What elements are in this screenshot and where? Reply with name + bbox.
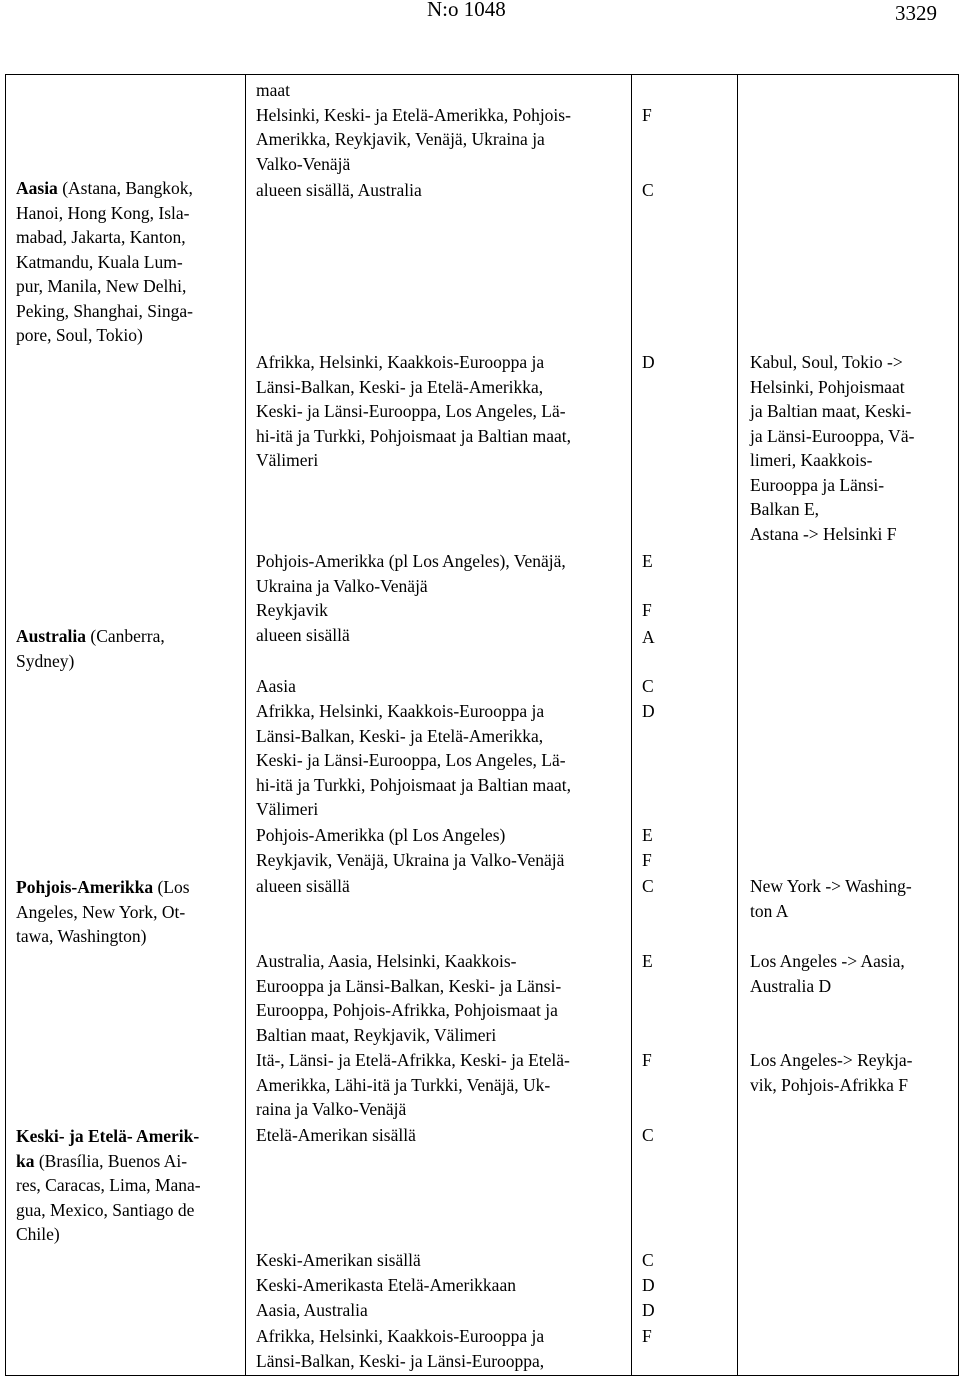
class-cell: F	[642, 105, 652, 125]
class-cell: E	[642, 951, 653, 971]
region-cell	[16, 1124, 236, 1247]
page-number: 3329	[895, 1, 937, 25]
destination-cell: Australia, Aasia, Helsinki, Kaakkois- Eurooppa ja Länsi-Balkan, Keski- ja Länsi- Eurooppa, Pohjois-Afrikka, Pohjoismaat ja Baltian maat, Reykjavik, Välimeri	[256, 951, 562, 1045]
region-cities: (Los Angeles, New York, Ot- tawa, Washington)	[16, 877, 190, 946]
class-cell: D	[642, 701, 655, 721]
destination-cell: Afrikka, Helsinki, Kaakkois-Eurooppa ja Länsi-Balkan, Keski- ja Etelä-Amerikka, Keski- ja Länsi-Eurooppa, Los Angeles, Lä- hi-itä ja Turkki, Pohjoismaat ja Baltian maat, Välimeri	[256, 701, 571, 819]
destination-cell: maat Helsinki, Keski- ja Etelä-Amerikka, Pohjois- Amerikka, Reykjavik, Venäjä, Ukraina ja Valko-Venäjä	[256, 80, 571, 174]
class-cell: C	[642, 876, 654, 896]
class-cell: E	[642, 551, 653, 571]
destination-cell: Keski-Amerikan sisällä	[256, 1250, 421, 1270]
region-cities: (Astana, Bangkok, Hanoi, Hong Kong, Isla- mabad, Jakarta, Kanton, Katmandu, Kuala Lum- pur, Manila, New Delhi, Peking, Shanghai, Singa- pore, Soul, Tokio)	[16, 178, 193, 345]
region-cell	[16, 624, 236, 673]
destination-cell: Aasia, Australia	[256, 1300, 368, 1320]
table-divider-region	[245, 74, 246, 1376]
region-name: Australia	[16, 626, 86, 646]
region-cell	[16, 176, 236, 348]
destination-cell: Itä-, Länsi- ja Etelä-Afrikka, Keski- ja Etelä- Amerikka, Lähi-itä ja Turkki, Venäjä, Uk- raina ja Valko-Venäjä	[256, 1050, 570, 1119]
region-cities: (Brasília, Buenos Ai- res, Caracas, Lima, Mana- gua, Mexico, Santiago de Chile)	[16, 1150, 201, 1244]
destination-cell: alueen sisällä	[256, 625, 350, 645]
region-cities: (Canberra, Sydney)	[16, 626, 165, 671]
class-cell: F	[642, 850, 652, 870]
note-cell: New York -> Washing- ton A	[750, 876, 912, 921]
class-cell: D	[642, 1275, 655, 1295]
class-cell: A	[642, 627, 655, 647]
destination-cell: alueen sisällä	[256, 876, 350, 896]
class-cell: C	[642, 1250, 654, 1270]
table-divider-destination	[631, 74, 632, 1376]
destination-cell: Aasia	[256, 676, 296, 696]
class-cell: F	[642, 1326, 652, 1346]
region-name: Keski- ja Etelä- Amerik- ka	[16, 1126, 200, 1171]
class-cell: D	[642, 1300, 655, 1320]
destination-cell: Reykjavik	[256, 600, 328, 620]
class-cell: C	[642, 676, 654, 696]
issue-number: N:o 1048	[427, 0, 506, 21]
destination-cell: Etelä-Amerikan sisällä	[256, 1125, 416, 1145]
destination-cell: Pohjois-Amerikka (pl Los Angeles), Venäjä, Ukraina ja Valko-Venäjä	[256, 551, 566, 596]
destination-cell: alueen sisällä, Australia	[256, 180, 422, 200]
table-border-left	[5, 74, 6, 1376]
class-cell: F	[642, 1050, 652, 1070]
region-name: Aasia	[16, 178, 58, 198]
class-cell: C	[642, 180, 654, 200]
destination-cell: Pohjois-Amerikka (pl Los Angeles)	[256, 825, 506, 845]
destination-cell: Reykjavik, Venäjä, Ukraina ja Valko-Venäjä	[256, 850, 565, 870]
table-border-right	[958, 74, 959, 1376]
table-border-top	[5, 74, 959, 75]
class-cell: F	[642, 600, 652, 620]
region-cell	[16, 875, 236, 949]
note-cell: Los Angeles -> Aasia, Australia D	[750, 951, 905, 996]
note-cell: Los Angeles-> Reykja- vik, Pohjois-Afrikka F	[750, 1050, 913, 1095]
table-divider-class	[737, 74, 738, 1376]
class-cell: C	[642, 1125, 654, 1145]
class-cell: D	[642, 352, 655, 372]
destination-cell: Afrikka, Helsinki, Kaakkois-Eurooppa ja Länsi-Balkan, Keski- ja Etelä-Amerikka, Keski- ja Länsi-Eurooppa, Los Angeles, Lä- hi-itä ja Turkki, Pohjoismaat ja Baltian maat, Välimeri	[256, 352, 571, 470]
region-name: Pohjois-Amerikka	[16, 877, 154, 897]
note-cell: Kabul, Soul, Tokio -> Helsinki, Pohjoismaat ja Baltian maat, Keski- ja Länsi-Eurooppa, Vä- limeri, Kaakkois- Eurooppa ja Länsi- Balkan E, Astana -> Helsinki F	[750, 352, 915, 544]
destination-cell: Afrikka, Helsinki, Kaakkois-Eurooppa ja Länsi-Balkan, Keski- ja Länsi-Eurooppa,	[256, 1326, 545, 1371]
class-cell: E	[642, 825, 653, 845]
destination-cell: Keski-Amerikasta Etelä-Amerikkaan	[256, 1275, 516, 1295]
